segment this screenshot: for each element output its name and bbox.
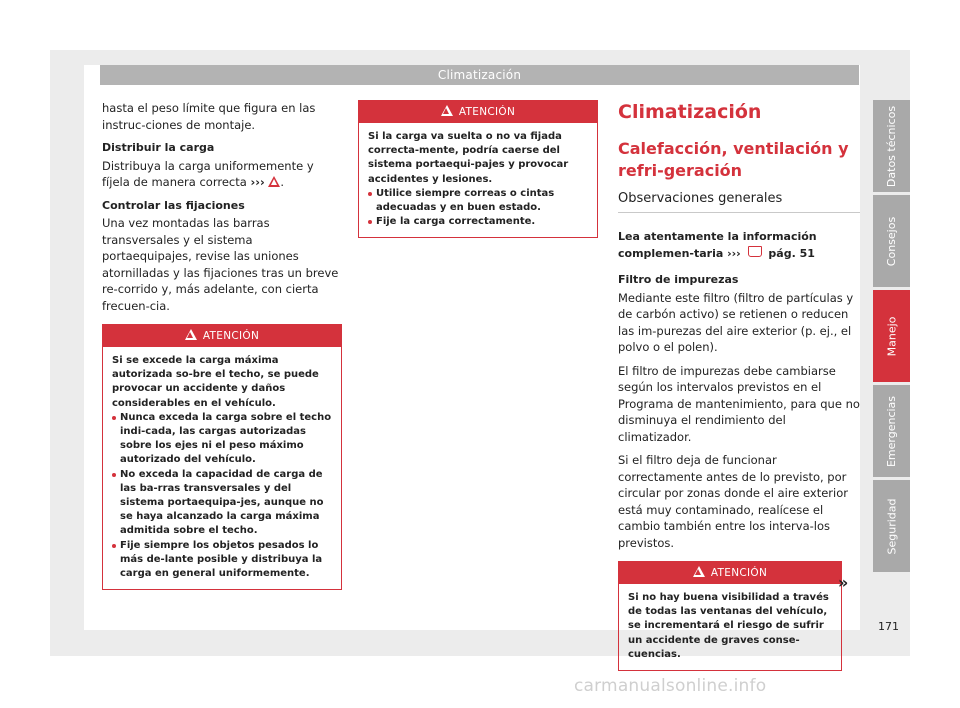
attention-item: Fije siempre los objetos pesados lo más de-lante posible y distribuya la carga en general uniformemente. xyxy=(112,539,332,582)
attention-box-roof-load xyxy=(102,324,342,590)
attention-list xyxy=(112,411,332,581)
book-icon xyxy=(748,246,762,257)
attention-body xyxy=(359,123,597,237)
attention-item: No exceda la capacidad de carga de las ba-rras transversales y del sistema portaequipa-jes, aunque no se haya alcanzado la carga máxima admitida sobre el techo. xyxy=(112,468,332,539)
continued-marker: » xyxy=(838,573,849,592)
attention-box-visibility xyxy=(618,561,842,671)
tab-manejo[interactable]: Manejo xyxy=(873,290,910,382)
intro-note-text: Lea atentamente la información complemen-taria xyxy=(618,230,817,260)
subsection-title: Observaciones generales xyxy=(618,190,860,213)
attention-lead: Si no hay buena visibilidad a través de todas las ventanas del vehículo, se incrementará el riesgo de sufrir un accidente de graves conse-cuencias. xyxy=(628,592,829,660)
attention-header xyxy=(103,325,341,347)
attention-box-loose-load xyxy=(358,100,598,238)
chapter-title: Climatización xyxy=(618,101,762,123)
tab-seguridad[interactable]: Seguridad xyxy=(873,480,910,572)
intro-paragraph: hasta el peso límite que figura en las instruc-ciones de montaje. xyxy=(102,101,316,132)
attention-list xyxy=(368,187,588,230)
section-title: Calefacción, ventilación y refri-geración xyxy=(618,139,849,180)
column-middle xyxy=(358,100,598,238)
distribuir-text: Distribuya la carga uniformemente y fíjela de manera correcta xyxy=(102,158,314,189)
column-left xyxy=(102,100,342,590)
attention-lead: Si la carga va suelta o no va fijada correcta-mente, podría caerse del sistema portaequi-pajes y provocar accidentes y lesiones. xyxy=(368,131,569,185)
attention-body xyxy=(619,584,841,670)
watermark: carmanualsonline.info xyxy=(574,676,767,696)
attention-header xyxy=(359,101,597,123)
tab-consejos[interactable]: Consejos xyxy=(873,195,910,287)
tab-datos-tecnicos[interactable]: Datos técnicos xyxy=(873,100,910,192)
page-header: Climatización xyxy=(100,65,859,85)
attention-lead: Si se excede la carga máxima autorizada so-bre el techo, se puede provocar un accidente y daños considerables en el vehículo. xyxy=(112,355,319,409)
attention-item: Utilice siempre correas o cintas adecuadas y en buen estado. xyxy=(368,187,588,215)
filter-paragraph-1: Mediante este filtro (filtro de partículas y de carbón activo) se retienen o reducen las im-purezas del aire exterior (p. ej., el polvo o el polen). xyxy=(618,290,854,354)
column-right xyxy=(618,100,860,671)
cross-reference-arrows[interactable]: ››› xyxy=(727,246,741,260)
attention-item: Fije la carga correctamente. xyxy=(368,215,588,229)
warning-triangle-icon xyxy=(441,105,453,116)
warning-triangle-icon xyxy=(693,566,705,577)
chapter-tabs xyxy=(873,100,910,575)
attention-label: ATENCIÓN xyxy=(458,106,516,118)
attention-label: ATENCIÓN xyxy=(710,567,768,579)
attention-label: ATENCIÓN xyxy=(202,330,260,342)
section-text-distribuir: Distribuya la carga uniformemente y fíjela de manera correcta ››› . xyxy=(102,158,314,189)
section-title-controlar: Controlar las fijaciones xyxy=(102,198,245,212)
filter-paragraph-3: Si el filtro deja de funcionar correctamente antes de lo previsto, por circular por zonas donde el aire exterior está muy contaminado, realícese el cambio también entre los interva-los previstos. xyxy=(618,453,848,550)
attention-header xyxy=(619,562,841,584)
warning-triangle-icon xyxy=(185,329,197,340)
page-reference-link[interactable]: pág. 51 xyxy=(768,246,815,260)
section-text-controlar: Una vez montadas las barras transversales y el sistema portaequipajes, revise las uniones atornilladas y las fijaciones tras un breve re-corrido y, más adelante, con cierta frecuen-cia. xyxy=(102,216,339,313)
tab-emergencias[interactable]: Emergencias xyxy=(873,385,910,477)
intro-note xyxy=(618,229,860,262)
warning-triangle-icon xyxy=(268,176,280,187)
cross-reference-arrows[interactable]: ››› xyxy=(250,175,265,189)
attention-body xyxy=(103,347,341,589)
section-title-filtro: Filtro de impurezas xyxy=(618,273,739,286)
section-title-distribuir: Distribuir la carga xyxy=(102,141,215,154)
filter-paragraph-2: El filtro de impurezas debe cambiarse según los intervalos previstos en el Programa de mantenimiento, para que no disminuya el rendimiento del climatizador. xyxy=(618,363,860,444)
page-number: 171 xyxy=(878,620,899,633)
attention-item: Nunca exceda la carga sobre el techo indi-cada, las cargas autorizadas sobre los ejes ni el peso máximo autorizado del vehículo. xyxy=(112,411,332,468)
